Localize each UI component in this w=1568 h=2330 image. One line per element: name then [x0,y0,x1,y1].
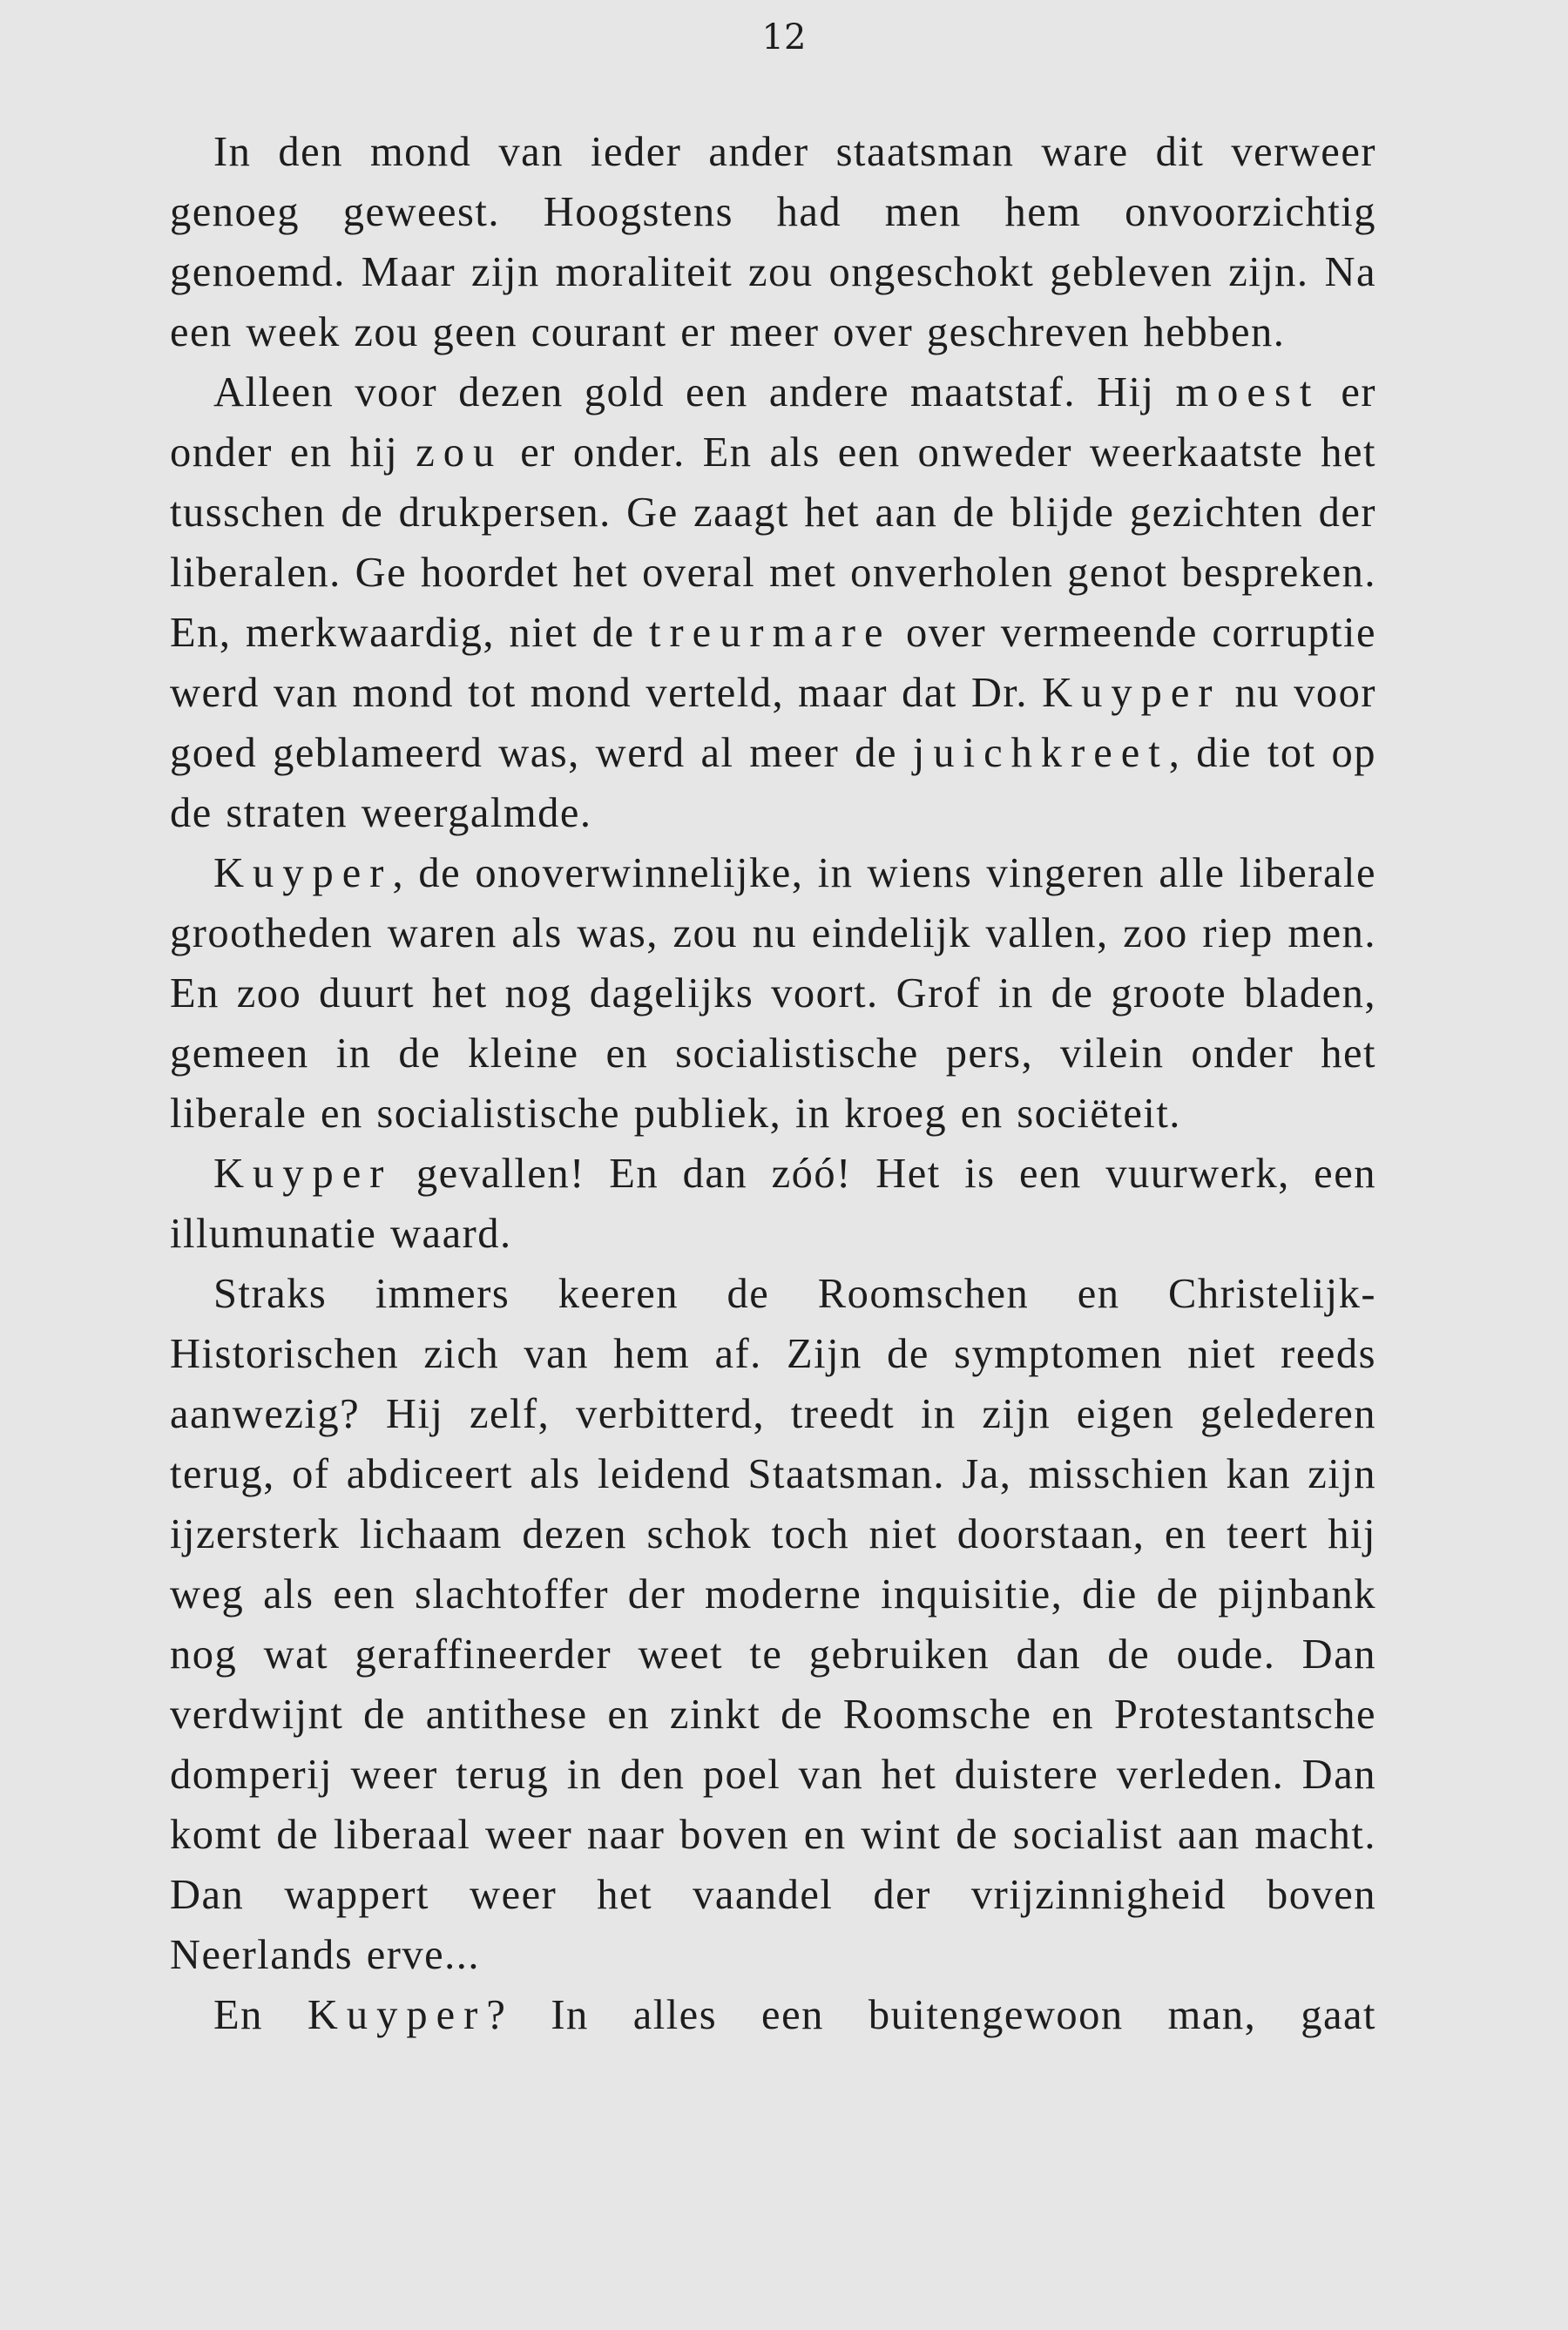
paragraph [170,843,1376,1144]
spaced-emphasis-text: Kuyper [1042,670,1221,716]
text-run: er onder. En als een onweder weerkaatste het tusschen de drukpersen. Ge zaagt het aan de blijde gezichten der liberalen. Ge hoordet het overal met onverholen genot bespreken. En, merkwaardig, niet de [170,429,1376,656]
spaced-emphasis-text: Kuyper [307,1992,487,2038]
spaced-emphasis-text: Kuyper [213,1151,393,1197]
text-run: Straks immers keeren de Roomschen en Christelijk-Historischen zich van hem af. Zijn de symptomen niet reeds aanwezig? Hij zelf, verbitterd, treedt in zijn eigen gelederen terug, of abdiceert als leidend Staatsman. Ja, misschien kan zijn ijzersterk lichaam dezen schok toch niet doorstaan, en teert hij weg als een slachtoffer der moderne inquisitie, die de pijnbank nog wat geraffineerder weet te gebruiken dan de oude. Dan verdwijnt de antithese en zinkt de Roomsche en Protestantsche domperij weer terug in den poel van het duistere verleden. Dan komt de liberaal weer naar boven en wint de socialist aan macht. Dan wappert weer het vaandel der vrijzinnigheid boven Neerlands erve... [170,1271,1376,1978]
spaced-emphasis-text: treurmare [649,610,892,656]
page-number: 12 [761,17,807,57]
text-run: over vermeende corruptie werd van mond tot mond verteld, maar dat Dr. [170,610,1376,716]
paragraph [170,1264,1376,1985]
body-text [170,122,1376,2045]
text-run: En [213,1992,308,2038]
paragraph [170,1144,1376,1264]
text-run: Alleen voor dezen gold een andere maatstaf. Hij [213,369,1176,415]
text-run: , die tot op de straten weergalmde. [170,730,1377,836]
text-run: In den mond van ieder ander staatsman ware dit verweer genoeg geweest. Hoogstens had men hem onvoorzichtig genoemd. Maar zijn moraliteit zou ongeschokt gebleven zijn. Na een week zou geen courant er meer over geschreven hebben. [170,129,1376,355]
paragraph [170,122,1376,362]
spaced-emphasis-text: juichkreet [912,730,1169,776]
text-run: , de onoverwinnelijke, in wiens vingeren alle liberale grootheden waren als was, zou nu eindelijk vallen, zoo riep men. En zoo duurt het nog dagelijks voort. Grof in de groote bladen, gemeen in de kleine en socialistische pers, vilein onder het liberale en socialistische publiek, in kroeg en sociëteit. [170,850,1376,1137]
paragraph [170,1985,1376,2045]
text-run: gevallen! En dan zóó! Het is een vuurwerk, een illumunatie waard. [170,1151,1376,1257]
spaced-emphasis-text: moest [1175,369,1321,415]
text-run: er onder en hij [170,369,1376,476]
spaced-emphasis-text: Kuyper [213,850,393,896]
text-run: ? In alles een buitengewoon man, gaat [486,1992,1376,2038]
spaced-emphasis-text: zou [416,429,504,476]
paragraph [170,362,1376,843]
text-run: nu voor goed geblameerd was, werd al meer de [170,670,1376,776]
